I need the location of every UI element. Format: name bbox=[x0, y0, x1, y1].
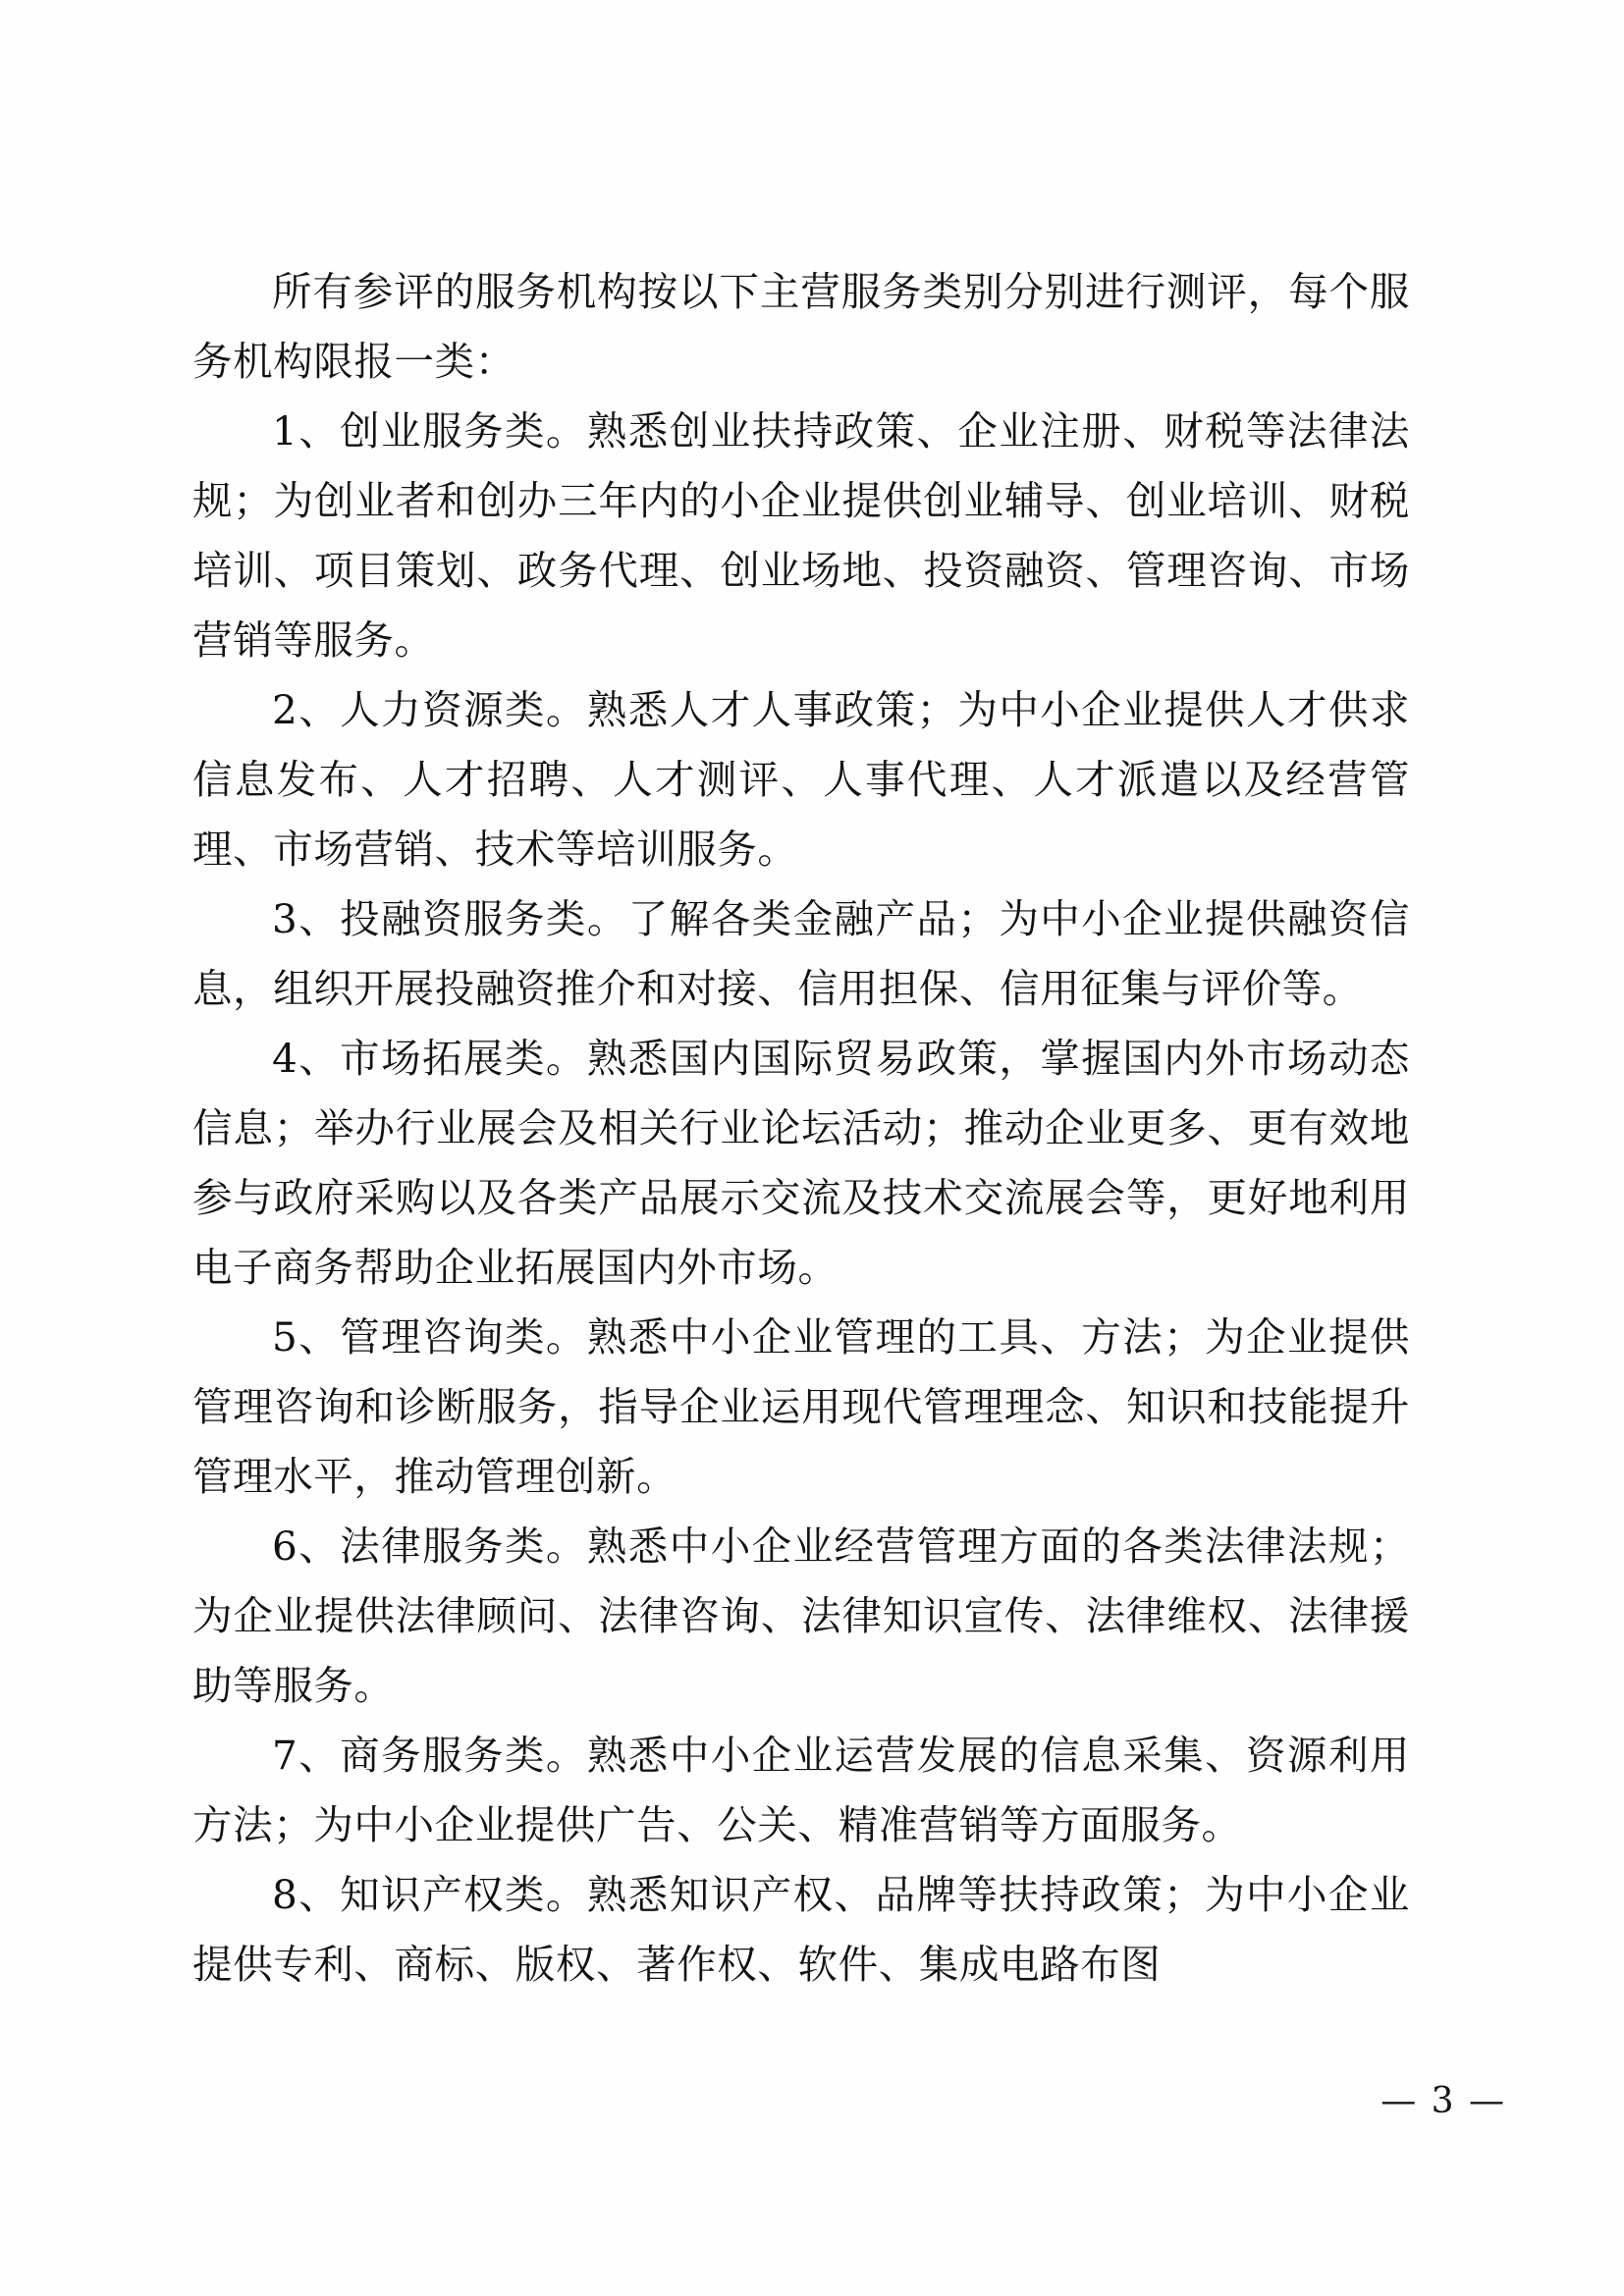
page-number: — 3 — bbox=[1380, 2081, 1506, 2121]
paragraph-item-7: 7、商务服务类。熟悉中小企业运营发展的信息采集、资源利用方法；为中小企业提供广告、公关、精准营销等方面服务。 bbox=[192, 1732, 1410, 1848]
paragraph-item-1: 1、创业服务类。熟悉创业扶持政策、企业注册、财税等法律法规；为创业者和创办三年内的小企业提供创业辅导、创业培训、财税培训、项目策划、政务代理、创业场地、投资融资、管理咨询、市场营销等服务。 bbox=[192, 407, 1410, 664]
document-body bbox=[192, 257, 1410, 2000]
paragraph-item-3: 3、投融资服务类。了解各类金融产品；为中小企业提供融资信息，组织开展投融资推介和对接、信用担保、信用征集与评价等。 bbox=[192, 895, 1410, 1012]
paragraph-item-4: 4、市场拓展类。熟悉国内国际贸易政策，掌握国内外市场动态信息；举办行业展会及相关行业论坛活动；推动企业更多、更有效地参与政府采购以及各类产品展示交流及技术交流展会等，更好地利用电子商务帮助企业拓展国内外市场。 bbox=[192, 1035, 1410, 1291]
paragraph-intro: 所有参评的服务机构按以下主营服务类别分别进行测评，每个服务机构限报一类： bbox=[192, 268, 1410, 385]
paragraph-item-6: 6、法律服务类。熟悉中小企业经营管理方面的各类法律法规；为企业提供法律顾问、法律咨询、法律知识宣传、法律维权、法律援助等服务。 bbox=[192, 1522, 1410, 1709]
paragraph-item-2: 2、人力资源类。熟悉人才人事政策；为中小企业提供人才供求信息发布、人才招聘、人才测评、人事代理、人才派遣以及经营管理、市场营销、技术等培训服务。 bbox=[192, 686, 1410, 873]
paragraph-item-8: 8、知识产权类。熟悉知识产权、品牌等扶持政策；为中小企业提供专利、商标、版权、著作权、软件、集成电路布图 bbox=[192, 1871, 1410, 1988]
paragraph-item-5: 5、管理咨询类。熟悉中小企业管理的工具、方法；为企业提供管理咨询和诊断服务，指导企业运用现代管理理念、知识和技能提升管理水平，推动管理创新。 bbox=[192, 1313, 1410, 1500]
